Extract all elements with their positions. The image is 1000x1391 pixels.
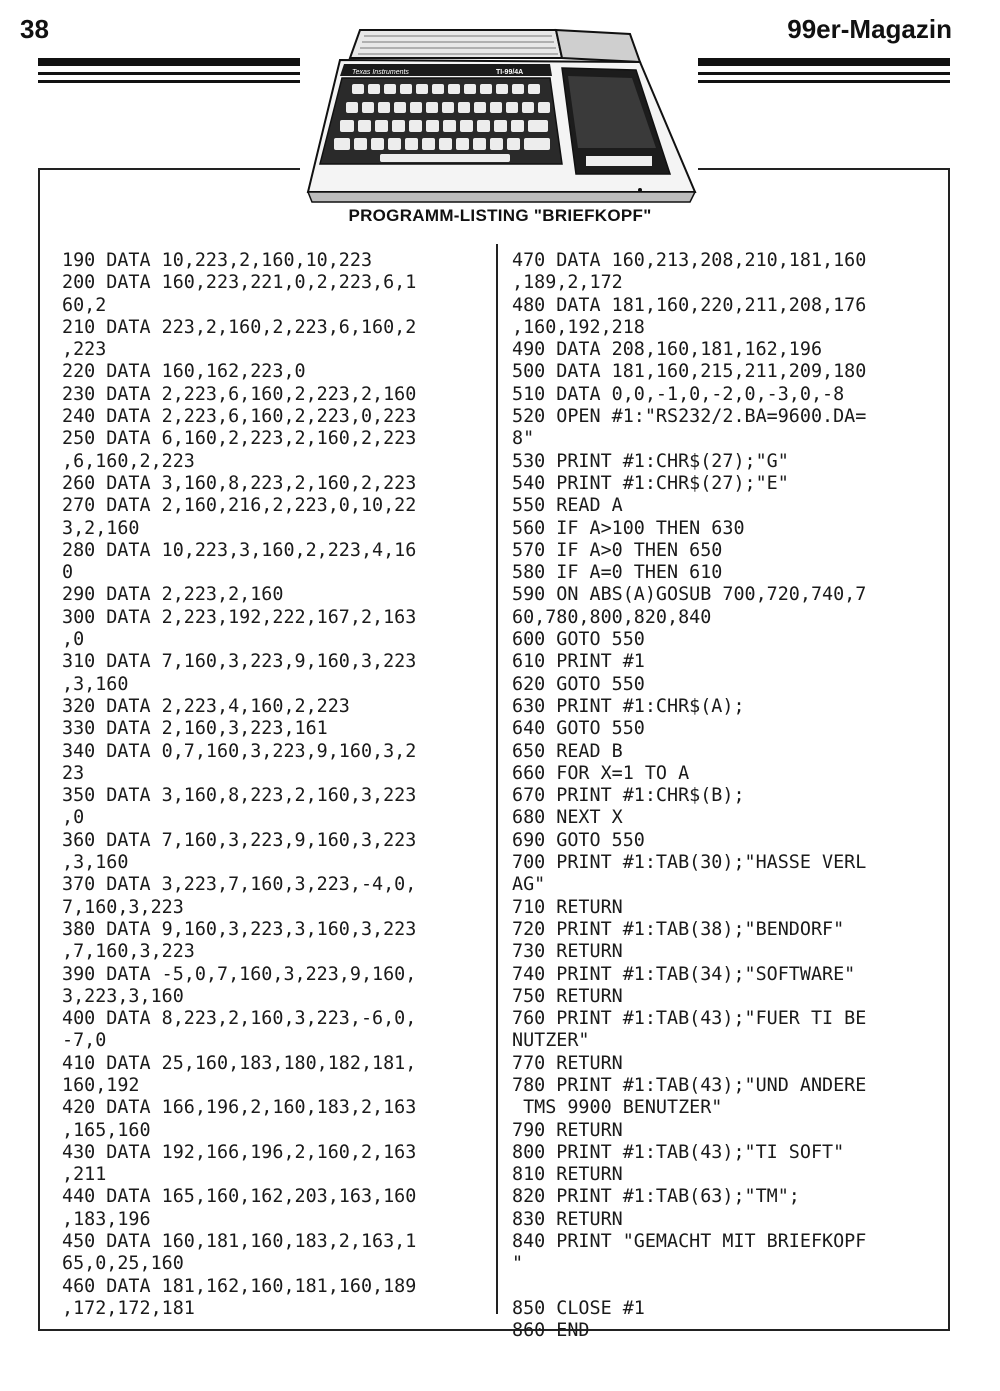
code-line: ": [512, 1253, 524, 1275]
code-line: 360 DATA 7,160,3,223,9,160,3,223: [62, 829, 417, 851]
code-line: ,183,196: [62, 1208, 151, 1230]
code-line: ,3,160: [62, 852, 129, 874]
brand-label: Texas Instruments: [352, 69, 409, 76]
code-line: 200 DATA 160,223,221,0,2,223,6,1: [62, 272, 417, 294]
code-line: 550 READ A: [512, 495, 623, 517]
code-line: 300 DATA 2,223,192,222,167,2,163: [62, 606, 417, 628]
code-line: 250 DATA 6,160,2,223,2,160,2,223: [62, 428, 417, 450]
code-column-right: [512, 250, 866, 1343]
code-line: 390 DATA -5,0,7,160,3,223,9,160,: [62, 963, 417, 985]
code-line: ,7,160,3,223: [62, 941, 195, 963]
code-line: 540 PRINT #1:CHR$(27);"E": [512, 472, 789, 494]
code-line: 400 DATA 8,223,2,160,3,223,-6,0,: [62, 1008, 417, 1030]
code-line: 0: [62, 562, 74, 584]
code-line: 350 DATA 3,160,8,223,2,160,3,223: [62, 785, 417, 807]
code-line: 160,192: [62, 1074, 140, 1096]
code-line: 580 IF A=0 THEN 610: [512, 562, 723, 584]
code-line: 820 PRINT #1:TAB(63);"TM";: [512, 1186, 800, 1208]
code-line: 850 CLOSE #1: [512, 1297, 645, 1319]
code-line: AG": [512, 874, 546, 896]
code-line: 220 DATA 160,162,223,0: [62, 361, 306, 383]
code-line: 3,223,3,160: [62, 985, 184, 1007]
code-line: 7,160,3,223: [62, 896, 184, 918]
computer-illustration: [300, 24, 698, 206]
code-line: 8": [512, 428, 535, 450]
code-line: 620 GOTO 550: [512, 673, 645, 695]
code-line: [512, 1276, 866, 1298]
code-line: 460 DATA 181,162,160,181,160,189: [62, 1275, 417, 1297]
code-line: 720 PRINT #1:TAB(38);"BENDORF": [512, 918, 845, 940]
code-line: 530 PRINT #1:CHR$(27);"G": [512, 450, 789, 472]
code-line: 800 PRINT #1:TAB(43);"TI SOFT": [512, 1141, 845, 1163]
code-line: 740 PRINT #1:TAB(34);"SOFTWARE": [512, 963, 856, 985]
code-line: 830 RETURN: [512, 1208, 623, 1230]
code-column-left: [62, 250, 416, 1320]
code-line: 370 DATA 3,223,7,160,3,223,-4,0,: [62, 874, 417, 896]
code-line: 780 PRINT #1:TAB(43);"UND ANDERE: [512, 1074, 867, 1096]
code-line: 480 DATA 181,160,220,211,208,176: [512, 294, 867, 316]
code-line: -7,0: [62, 1030, 107, 1052]
code-line: ,211: [62, 1164, 107, 1186]
code-line: 560 IF A>100 THEN 630: [512, 517, 745, 539]
code-line: ,6,160,2,223: [62, 450, 195, 472]
code-line: 710 RETURN: [512, 896, 623, 918]
code-line: 60,780,800,820,840: [512, 606, 712, 628]
code-line: 790 RETURN: [512, 1119, 623, 1141]
code-line: 640 GOTO 550: [512, 718, 645, 740]
column-divider: [496, 244, 498, 1314]
code-line: 340 DATA 0,7,160,3,223,9,160,3,2: [62, 740, 417, 762]
code-line: ,0: [62, 629, 85, 651]
code-line: 60,2: [62, 294, 107, 316]
code-line: TMS 9900 BENUTZER": [512, 1097, 723, 1119]
code-line: 670 PRINT #1:CHR$(B);: [512, 785, 745, 807]
code-line: 380 DATA 9,160,3,223,3,160,3,223: [62, 918, 417, 940]
code-line: 510 DATA 0,0,-1,0,-2,0,-3,0,-8: [512, 383, 845, 405]
code-line: 520 OPEN #1:"RS232/2.BA=9600.DA=: [512, 406, 867, 428]
code-line: 700 PRINT #1:TAB(30);"HASSE VERL: [512, 852, 867, 874]
code-line: 650 READ B: [512, 740, 623, 762]
code-line: 490 DATA 208,160,181,162,196: [512, 339, 823, 361]
code-line: ,165,160: [62, 1119, 151, 1141]
code-line: 320 DATA 2,223,4,160,2,223: [62, 695, 350, 717]
code-line: 500 DATA 181,160,215,211,209,180: [512, 361, 867, 383]
code-line: ,0: [62, 807, 85, 829]
code-line: 810 RETURN: [512, 1164, 623, 1186]
magazine-title: 99er-Magazin: [787, 14, 952, 44]
code-line: 420 DATA 166,196,2,160,183,2,163: [62, 1097, 417, 1119]
code-line: 630 PRINT #1:CHR$(A);: [512, 695, 745, 717]
code-line: ,189,2,172: [512, 272, 623, 294]
page-number: 38: [20, 14, 49, 44]
listing-title: PROGRAMM-LISTING "BRIEFKOPF": [348, 206, 652, 225]
code-line: 440 DATA 165,160,162,203,163,160: [62, 1186, 417, 1208]
code-line: 190 DATA 10,223,2,160,10,223: [62, 250, 373, 271]
code-line: 750 RETURN: [512, 985, 623, 1007]
code-line: 270 DATA 2,160,216,2,223,0,10,22: [62, 495, 417, 517]
code-line: ,160,192,218: [512, 316, 645, 338]
code-line: 260 DATA 3,160,8,223,2,160,2,223: [62, 472, 417, 494]
code-line: 840 PRINT "GEMACHT MIT BRIEFKOPF: [512, 1231, 867, 1253]
code-line: 430 DATA 192,166,196,2,160,2,163: [62, 1141, 417, 1163]
code-line: ,3,160: [62, 673, 129, 695]
code-line: 65,0,25,160: [62, 1253, 184, 1275]
code-line: 730 RETURN: [512, 941, 623, 963]
code-line: 590 ON ABS(A)GOSUB 700,720,740,7: [512, 584, 867, 606]
code-line: 680 NEXT X: [512, 807, 623, 829]
code-line: 330 DATA 2,160,3,223,161: [62, 718, 328, 740]
code-line: ,223: [62, 339, 107, 361]
code-line: 450 DATA 160,181,160,183,2,163,1: [62, 1231, 417, 1253]
code-line: 310 DATA 7,160,3,223,9,160,3,223: [62, 651, 417, 673]
code-line: 600 GOTO 550: [512, 629, 645, 651]
code-line: 570 IF A>0 THEN 650: [512, 539, 723, 561]
code-line: 290 DATA 2,223,2,160: [62, 584, 284, 606]
code-line: 470 DATA 160,213,208,210,181,160: [512, 250, 867, 271]
code-line: 610 PRINT #1: [512, 651, 645, 673]
code-line: 860 END: [512, 1320, 590, 1342]
code-line: 240 DATA 2,223,6,160,2,223,0,223: [62, 406, 417, 428]
code-line: 690 GOTO 550: [512, 829, 645, 851]
model-label: TI-99/4A: [496, 69, 524, 76]
code-line: 280 DATA 10,223,3,160,2,223,4,16: [62, 539, 417, 561]
code-line: 23: [62, 762, 85, 784]
code-line: ,172,172,181: [62, 1297, 195, 1319]
code-line: 410 DATA 25,160,183,180,182,181,: [62, 1052, 417, 1074]
code-line: NUTZER": [512, 1030, 590, 1052]
code-line: 3,2,160: [62, 517, 140, 539]
code-line: 660 FOR X=1 TO A: [512, 762, 690, 784]
code-line: 760 PRINT #1:TAB(43);"FUER TI BE: [512, 1008, 867, 1030]
code-line: 210 DATA 223,2,160,2,223,6,160,2: [62, 316, 417, 338]
code-line: 770 RETURN: [512, 1052, 623, 1074]
code-line: 230 DATA 2,223,6,160,2,223,2,160: [62, 383, 417, 405]
